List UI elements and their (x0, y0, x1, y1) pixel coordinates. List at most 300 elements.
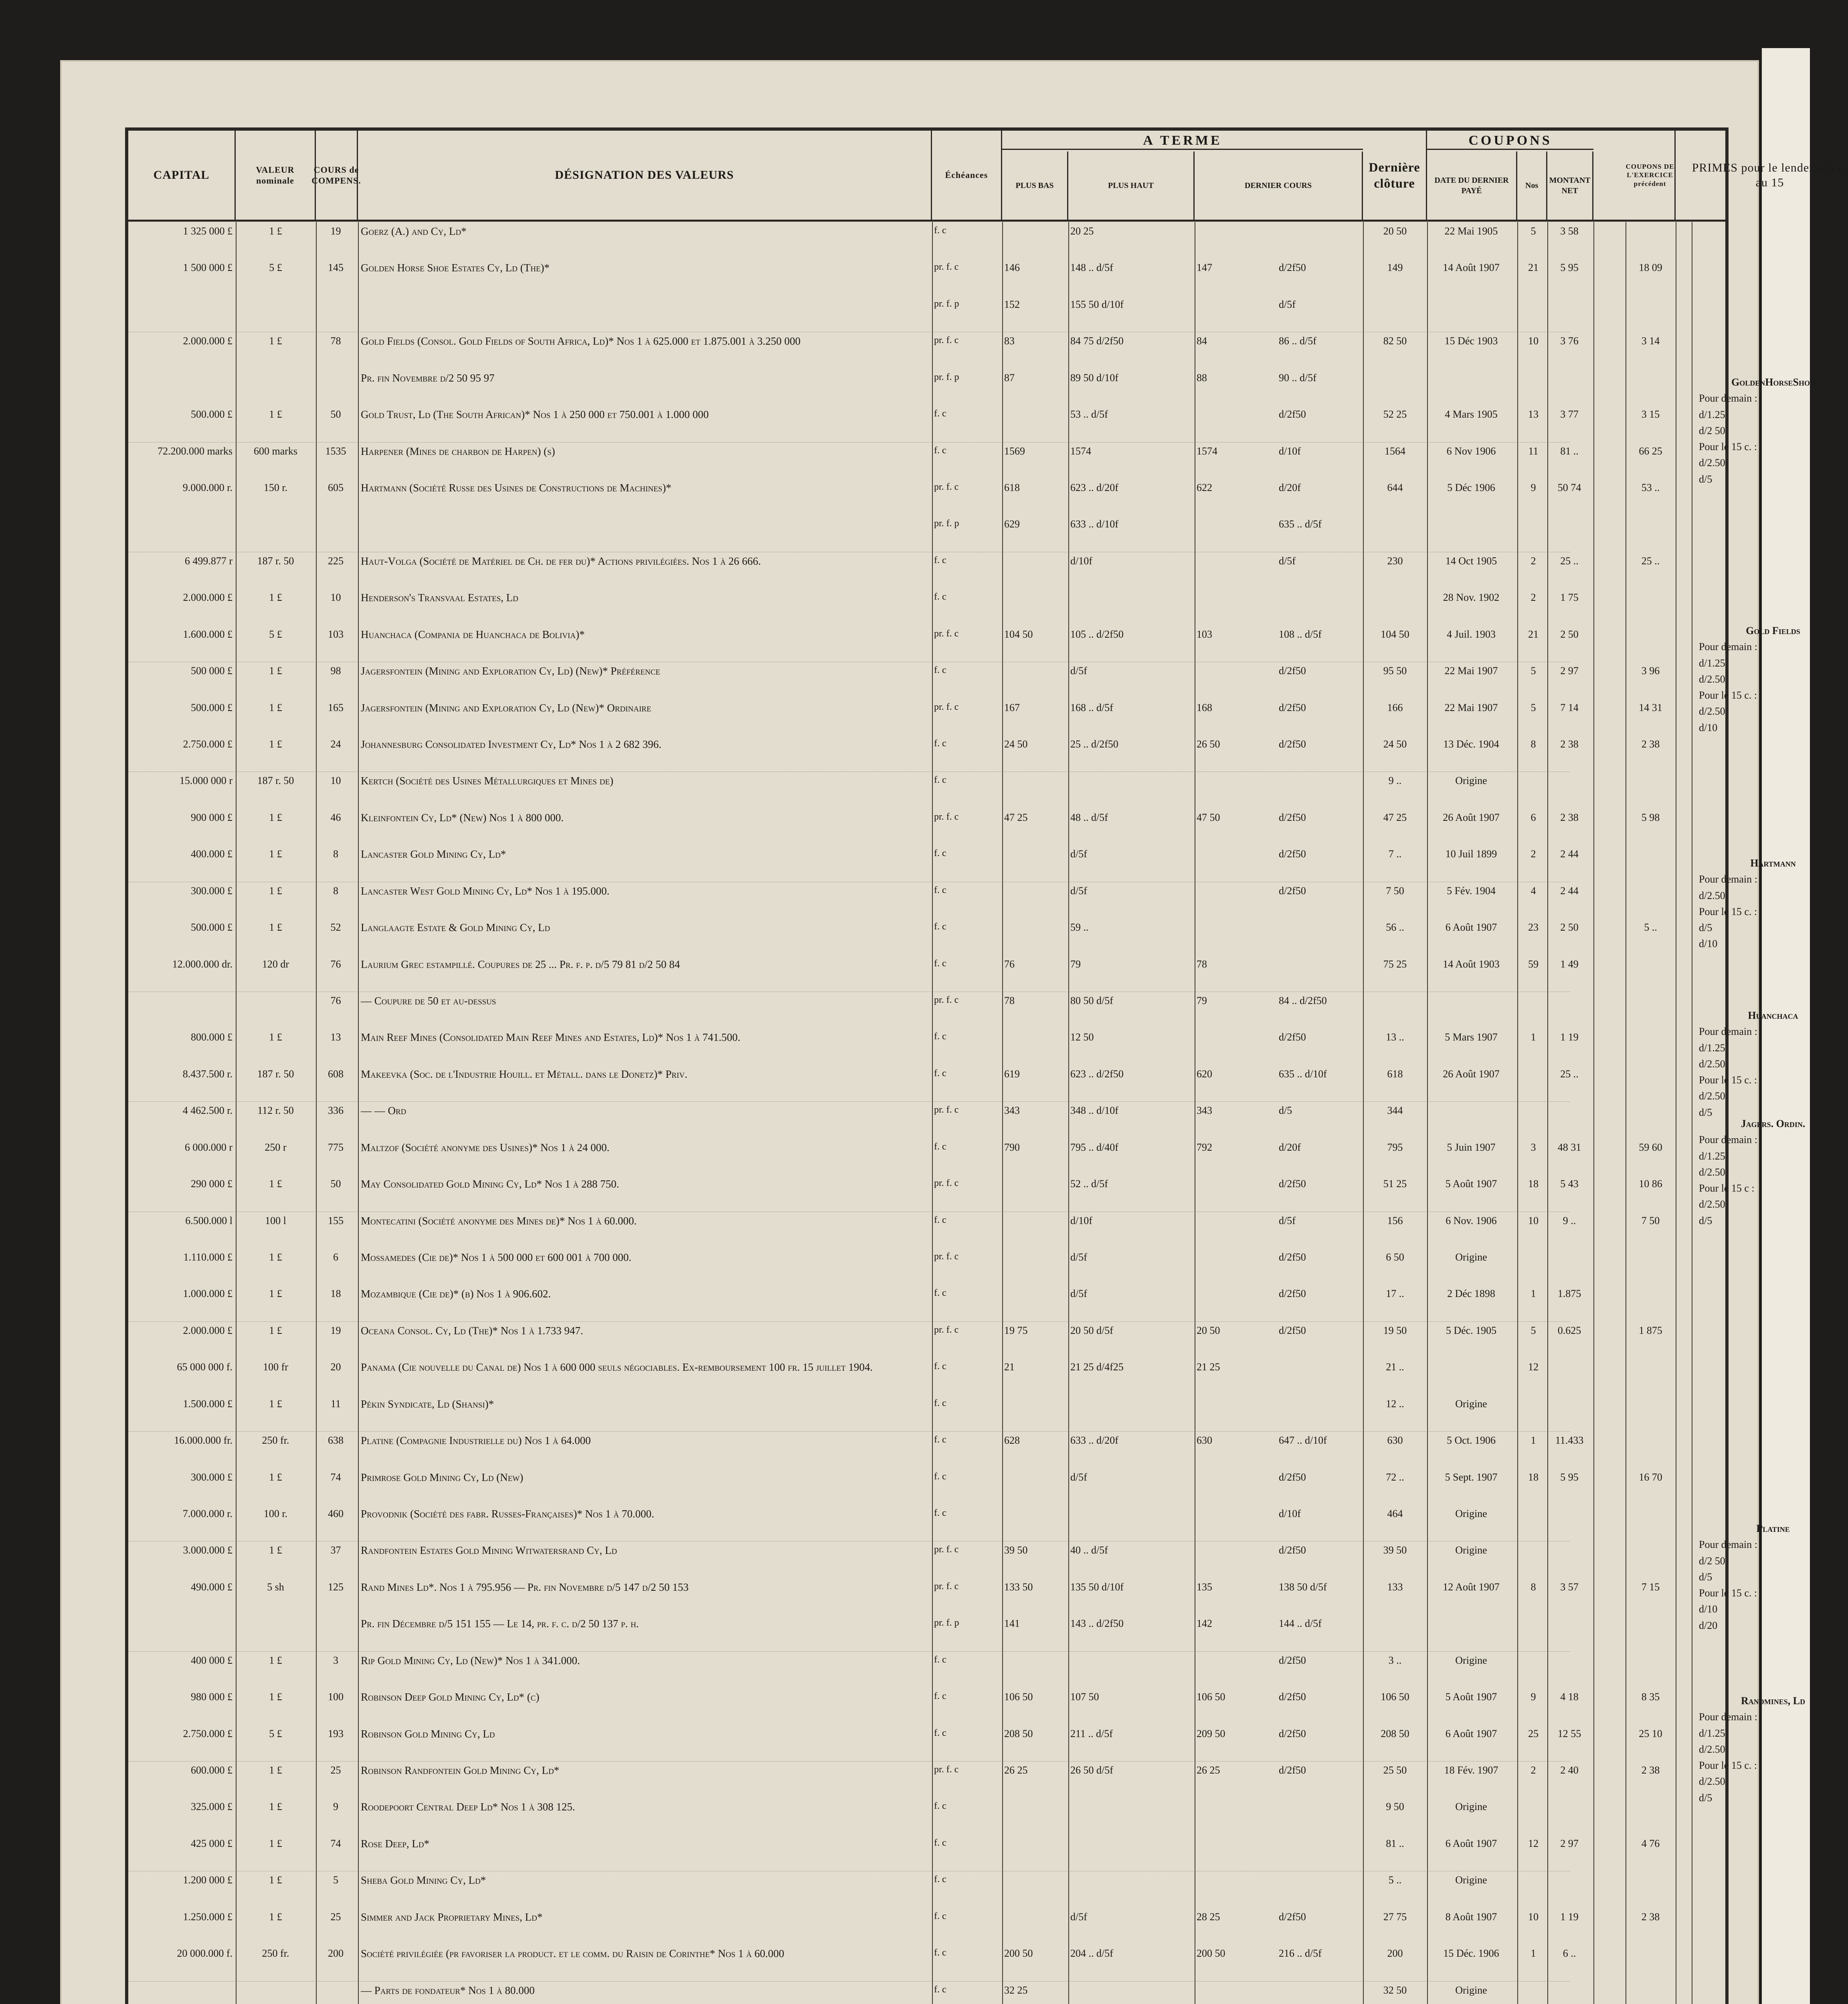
coupon-date-cell: 14 Août 1903 (1443, 958, 1500, 970)
montant-cell: 6 .. (1563, 1947, 1576, 1960)
plus-bas-cell: 47 25 (1004, 811, 1028, 823)
capital-cell: 1.600.000 £ (183, 628, 233, 640)
primes-section (1699, 1116, 1847, 1229)
table-row (128, 295, 1570, 332)
plus-haut-cell: 26 50 d/5f (1070, 1764, 1113, 1776)
valeur-cell: 1 £ (269, 665, 282, 677)
plus-haut-cell: 107 50 (1070, 1691, 1099, 1703)
echeance-cell: f. c (934, 958, 946, 969)
echeance-cell: f. c (934, 665, 946, 676)
coupon-date-cell: 5 Août 1907 (1445, 1691, 1497, 1703)
montant-cell: 3 77 (1560, 408, 1579, 420)
montant-cell: 3 57 (1560, 1581, 1579, 1593)
coupons-exercice-cell: 66 25 (1639, 445, 1662, 457)
designation-cell: Société privilégiée (pr favoriser la product. et le comm. du Raisin de Corinthe* Nos 1 à 60.000 (361, 1947, 784, 1960)
table-row (128, 1871, 1570, 1907)
coupon-date-cell: 14 Août 1907 (1443, 262, 1500, 274)
table-row (128, 259, 1662, 295)
cloture-cell: 81 .. (1386, 1837, 1404, 1849)
montant-cell: 50 74 (1557, 482, 1581, 493)
header-date-dernier-paye: DATE DU DERNIER PAYÉ (1427, 152, 1517, 220)
montant-cell: 25 .. (1560, 1068, 1579, 1080)
plus-haut-cell: 25 .. d/2f50 (1070, 738, 1118, 750)
col-rule (1593, 222, 1594, 2004)
echeance-cell: f. c (934, 1471, 946, 1482)
designation-cell: Provodnik (Société des fabr. Russes-Françaises)* Nos 1 à 70.000. (361, 1508, 654, 1520)
dernier-cours-cell: 343 (1197, 1105, 1212, 1117)
montant-cell: 4 18 (1560, 1691, 1579, 1703)
plus-bas-cell: 152 (1004, 298, 1020, 310)
echeance-cell: pr. f. c (934, 628, 959, 639)
cours-cell: 145 (328, 262, 344, 274)
dernier-cours-cell: 622 (1197, 482, 1212, 493)
capital-cell: 2.000.000 £ (183, 1324, 233, 1336)
table-row (128, 405, 1660, 442)
coupon-no-cell: 12 (1528, 1837, 1539, 1849)
cloture-cell: 82 50 (1383, 335, 1407, 347)
dernier-cours-cell: 147 (1197, 262, 1212, 274)
primes-line: d/10 (1699, 938, 1718, 950)
montant-cell: 1 19 (1560, 1031, 1579, 1043)
echeance-cell: pr. f. p (934, 1618, 959, 1628)
coupons-exercice-cell: 53 .. (1641, 482, 1660, 493)
table-row (128, 1248, 1570, 1285)
plus-bas-cell: 83 (1004, 335, 1015, 347)
echeance-cell: f. c (934, 1874, 946, 1885)
prime-cell: d/5f (1279, 298, 1296, 310)
echeance-cell: f. c (934, 1984, 946, 1995)
capital-cell: 290 000 £ (191, 1178, 233, 1190)
primes-line: d/5 (1699, 1792, 1713, 1804)
coupon-date-cell: 5 Fév. 1904 (1447, 885, 1496, 897)
cloture-cell: 208 50 (1381, 1727, 1409, 1739)
plus-bas-cell: 208 50 (1004, 1727, 1033, 1739)
coupon-date-cell: Origine (1455, 1544, 1487, 1556)
header-coupons: COUPONS (1427, 133, 1593, 150)
echeance-cell: f. c (934, 1214, 946, 1225)
header-echeances: Échéances (932, 131, 1002, 220)
capital-cell: 300.000 £ (191, 885, 233, 897)
designation-cell: Primrose Gold Mining Cy, Ld (New) (361, 1471, 524, 1483)
echeance-cell: pr. f. c (934, 1251, 959, 1262)
cloture-cell: 24 50 (1383, 738, 1407, 750)
montant-cell: 5 95 (1560, 262, 1579, 274)
table-row (128, 369, 1570, 405)
montant-cell: 3 76 (1560, 335, 1579, 347)
designation-cell: Harpener (Mines de charbon de Harpen) (s) (361, 445, 555, 457)
primes-line: d/1.25 (1699, 657, 1725, 669)
primes-line: d/10 (1699, 721, 1718, 733)
primes-line: d/5 (1699, 1214, 1713, 1226)
primes-section (1699, 1008, 1847, 1121)
capital-cell: 15.000 000 r (179, 775, 233, 787)
prime-cell: 84 .. d/2f50 (1279, 995, 1327, 1006)
designation-cell: — — Ord (361, 1105, 406, 1117)
plus-bas-cell: 146 (1004, 262, 1020, 274)
primes-line: d/2.50 (1699, 889, 1725, 901)
montant-cell: 2 97 (1560, 665, 1579, 677)
coupons-exercice-cell: 3 14 (1641, 335, 1660, 347)
primes-line: d/2.50 (1699, 1743, 1725, 1755)
coupon-no-cell: 13 (1528, 408, 1539, 420)
primes-line: d/2.50 (1699, 705, 1725, 717)
montant-cell: 1 49 (1560, 958, 1579, 970)
cloture-cell: 344 (1387, 1105, 1403, 1117)
table-row (128, 515, 1570, 552)
valeur-cell: 1 £ (269, 1398, 282, 1410)
primes-line: Pour demain : (1699, 1026, 1757, 1038)
valeur-cell: 112 r. 50 (257, 1105, 294, 1117)
echeance-cell: f. c (934, 408, 946, 419)
cours-cell: 165 (328, 701, 344, 713)
valeur-cell: 1 £ (269, 1691, 282, 1703)
table-row (128, 662, 1660, 698)
echeance-cell: f. c (934, 1398, 946, 1408)
table-row (128, 625, 1579, 662)
plus-haut-cell: 143 .. d/2f50 (1070, 1618, 1124, 1630)
coupon-no-cell: 1 (1531, 1947, 1536, 1960)
primes-line: d/5 (1699, 473, 1713, 485)
cours-cell: 225 (328, 555, 344, 567)
coupon-date-cell: Origine (1455, 775, 1487, 787)
plus-haut-cell: d/5f (1070, 885, 1087, 897)
cloture-cell: 9 50 (1386, 1801, 1404, 1813)
valeur-cell: 5 sh (267, 1581, 284, 1593)
plus-bas-cell: 19 75 (1004, 1324, 1028, 1336)
plus-bas-cell: 21 (1004, 1361, 1015, 1373)
coupon-date-cell: Origine (1455, 1398, 1487, 1410)
capital-cell: 600.000 £ (191, 1764, 233, 1776)
cloture-cell: 1564 (1385, 445, 1405, 457)
primes-line: Pour le 15 c. : (1699, 1074, 1757, 1086)
designation-cell: Kertch (Société des Usines Métallurgiques et Mines de) (361, 775, 614, 787)
capital-cell: 500.000 £ (191, 921, 233, 933)
echeance-cell: f. c (934, 1031, 946, 1042)
plus-haut-cell: 21 25 d/4f25 (1070, 1361, 1124, 1373)
designation-cell: Pr. fin Décembre d/5 151 155 — Le 14, pr. f. c. d/2 50 137 p. h. (361, 1618, 639, 1630)
header-primes: PRIMES pour le lendemain et au 15 (1692, 161, 1848, 189)
valeur-cell: 1 £ (269, 1764, 282, 1776)
designation-cell: Pékin Syndicate, Ld (Shansi)* (361, 1398, 494, 1410)
plus-haut-cell: 40 .. d/5f (1070, 1544, 1108, 1556)
primes-line: Pour le 15 c : (1699, 1182, 1755, 1194)
plus-haut-cell: 168 .. d/5f (1070, 701, 1113, 713)
designation-cell: Makeevka (Soc. de l'Industrie Houill. et Métall. dans le Donetz)* Priv. (361, 1068, 687, 1080)
coupon-date-cell: Origine (1455, 1654, 1487, 1666)
coupon-no-cell: 5 (1531, 665, 1536, 677)
primes-section (1699, 374, 1847, 487)
cloture-cell: 106 50 (1381, 1691, 1409, 1703)
prime-cell: d/2f50 (1279, 1654, 1306, 1666)
table-row (128, 1651, 1570, 1688)
primes-line: d/2.50 (1699, 1198, 1725, 1210)
designation-cell: May Consolidated Gold Mining Cy, Ld* Nos 1 à 288 750. (361, 1178, 619, 1190)
designation-cell: Maltzof (Société anonyme des Usines)* Nos 1 à 24 000. (361, 1141, 610, 1154)
cours-cell: 50 (330, 408, 341, 420)
primes-line: d/2.50 (1699, 673, 1725, 685)
coupon-date-cell: 10 Juil 1899 (1445, 848, 1497, 860)
dernier-cours-cell: 20 50 (1197, 1324, 1220, 1336)
plus-bas-cell: 167 (1004, 701, 1020, 713)
primes-section-title: Jagers. Ordin. (1741, 1118, 1806, 1129)
cours-cell: 46 (330, 811, 341, 823)
table-row (128, 1614, 1570, 1651)
cours-cell: 11 (330, 1398, 341, 1410)
table-row (128, 588, 1579, 625)
primes-column (1695, 222, 1847, 2004)
table-row (128, 1761, 1660, 1798)
echeance-cell: f. c (934, 921, 946, 932)
prime-cell: d/5f (1279, 1214, 1296, 1226)
valeur-cell: 1 £ (269, 408, 282, 420)
designation-cell: Langlaagte Estate & Gold Mining Cy, Ld (361, 921, 550, 934)
capital-cell: 800.000 £ (191, 1031, 233, 1043)
cours-cell: 155 (328, 1214, 344, 1226)
cloture-cell: 6 50 (1386, 1251, 1404, 1263)
capital-cell: 900 000 £ (191, 811, 233, 823)
echeance-cell: f. c (934, 225, 946, 236)
table-row (128, 1725, 1662, 1762)
capital-cell: 65 000 000 f. (177, 1361, 233, 1373)
echeance-cell: pr. f. c (934, 995, 959, 1005)
coupon-no-cell: 5 (1531, 225, 1536, 237)
designation-cell: Johannesburg Consolidated Investment Cy, Ld* Nos 1 à 2 682 396. (361, 738, 662, 750)
echeance-cell: pr. f. c (934, 1178, 959, 1189)
designation-cell: Pr. fin Novembre d/2 50 95 97 (361, 372, 495, 384)
coupon-no-cell: 9 (1531, 1691, 1536, 1703)
coupons-exercice-cell: 7 50 (1641, 1214, 1660, 1226)
primes-line: d/2.50 (1699, 457, 1725, 469)
cours-cell: 13 (330, 1031, 341, 1043)
capital-cell: 8.437.500 r. (182, 1068, 233, 1080)
echeance-cell: f. c (934, 1691, 946, 1702)
coupons-exercice-cell: 18 09 (1639, 262, 1662, 274)
echeance-cell: f. c (934, 1068, 946, 1079)
primes-section-title: Platine (1756, 1523, 1790, 1534)
echeance-cell: pr. f. p (934, 298, 959, 309)
prime-cell: d/2f50 (1279, 1251, 1306, 1263)
coupon-date-cell: 28 Nov. 1902 (1443, 592, 1500, 604)
plus-haut-cell: 348 .. d/10f (1070, 1105, 1118, 1117)
prime-cell: d/5 (1279, 1105, 1292, 1117)
designation-cell: Jagersfontein (Mining and Exploration Cy, Ld) (New)* Préférence (361, 665, 661, 677)
plus-haut-cell: d/5f (1070, 1288, 1087, 1300)
cours-cell: 19 (330, 1324, 341, 1336)
prime-cell: d/2f50 (1279, 1324, 1306, 1336)
plus-bas-cell: 76 (1004, 958, 1015, 970)
capital-cell: 2.750.000 £ (183, 1727, 233, 1739)
valeur-cell: 187 r. 50 (257, 775, 294, 787)
coupon-date-cell: 6 Août 1907 (1445, 1727, 1497, 1739)
coupon-no-cell: 5 (1531, 1324, 1536, 1336)
echeance-cell: f. c (934, 1837, 946, 1848)
coupon-no-cell: 2 (1531, 848, 1536, 860)
capital-cell: 490.000 £ (191, 1581, 233, 1593)
cloture-cell: 95 50 (1383, 665, 1407, 677)
cours-cell: 10 (330, 775, 341, 787)
prime-cell: d/2f50 (1279, 1911, 1306, 1923)
prime-cell: d/2f50 (1279, 848, 1306, 860)
cloture-cell: 56 .. (1386, 921, 1404, 933)
primes-line: d/2.50 (1699, 1090, 1725, 1102)
plus-haut-cell: 105 .. d/2f50 (1070, 628, 1124, 640)
montant-cell: 11.433 (1555, 1434, 1584, 1446)
prime-cell: 647 .. d/10f (1279, 1434, 1327, 1446)
dernier-cours-cell: 200 50 (1197, 1947, 1225, 1960)
cloture-cell: 32 50 (1383, 1984, 1407, 1996)
capital-cell: 1.000.000 £ (183, 1288, 233, 1300)
coupon-no-cell: 6 (1531, 811, 1536, 823)
coupon-no-cell: 18 (1528, 1471, 1539, 1483)
dernier-cours-cell: 106 50 (1197, 1691, 1225, 1703)
designation-cell: Sheba Gold Mining Cy, Ld* (361, 1874, 486, 1887)
cloture-cell: 7 .. (1388, 848, 1402, 860)
plus-haut-cell: 211 .. d/5f (1070, 1727, 1113, 1739)
cours-cell: 460 (328, 1508, 344, 1519)
designation-cell: — Coupure de 50 et au-dessus (361, 995, 496, 1007)
montant-cell: 5 95 (1560, 1471, 1579, 1483)
echeance-cell: f. c (934, 1288, 946, 1299)
cours-cell: 638 (328, 1434, 344, 1446)
montant-cell: 12 55 (1557, 1727, 1581, 1739)
valeur-cell: 1 £ (269, 1654, 282, 1666)
coupons-exercice-cell: 25 10 (1639, 1727, 1662, 1739)
cours-cell: 193 (328, 1727, 344, 1739)
capital-cell: 2.000.000 £ (183, 592, 233, 604)
primes-line: d/1.25 (1699, 408, 1725, 420)
primes-section (1699, 1693, 1847, 1806)
cours-cell: 103 (328, 628, 344, 640)
designation-cell: Roodepoort Central Deep Ld* Nos 1 à 308 125. (361, 1801, 575, 1813)
coupons-exercice-cell: 3 96 (1641, 665, 1660, 677)
montant-cell: 9 .. (1563, 1214, 1576, 1226)
primes-line: Pour le 15 c. : (1699, 905, 1757, 917)
montant-cell: 0.625 (1557, 1324, 1581, 1336)
primes-section (1699, 855, 1847, 952)
coupons-exercice-cell: 16 70 (1639, 1471, 1662, 1483)
cloture-cell: 13 .. (1386, 1031, 1404, 1043)
designation-cell: Goerz (A.) and Cy, Ld* (361, 225, 467, 237)
primes-section (1699, 1521, 1847, 1634)
plus-haut-cell: 48 .. d/5f (1070, 811, 1108, 823)
plus-haut-cell: 1574 (1070, 445, 1091, 457)
cloture-cell: 25 50 (1383, 1764, 1407, 1776)
echeance-cell: f. c (934, 555, 946, 566)
header-dernier-cours: DERNIER COURS (1195, 152, 1363, 220)
montant-cell: 2 40 (1560, 1764, 1579, 1776)
prime-cell: d/5f (1279, 555, 1296, 567)
table-row (128, 222, 1579, 259)
cours-cell: 78 (330, 335, 341, 347)
cours-cell: 608 (328, 1068, 344, 1080)
coupons-exercice-cell: 5 .. (1644, 921, 1657, 933)
cours-cell: 1535 (325, 445, 346, 457)
dernier-cours-cell: 630 (1197, 1434, 1212, 1446)
plus-haut-cell: 155 50 d/10f (1070, 298, 1124, 310)
valeur-cell: 1 £ (269, 1544, 282, 1556)
coupon-date-cell: 4 Mars 1905 (1445, 408, 1498, 420)
montant-cell: 1.875 (1557, 1288, 1581, 1300)
prime-cell: d/2f50 (1279, 1691, 1306, 1703)
plus-bas-cell: 106 50 (1004, 1691, 1033, 1703)
plus-bas-cell: 26 25 (1004, 1764, 1028, 1776)
plus-bas-cell: 78 (1004, 995, 1015, 1006)
valeur-cell: 1 £ (269, 885, 282, 897)
cloture-cell: 464 (1387, 1508, 1403, 1519)
coupon-date-cell: 5 Août 1907 (1445, 1178, 1497, 1190)
primes-line: Pour demain : (1699, 392, 1757, 404)
table-row (128, 1468, 1662, 1505)
coupon-date-cell: 5 Déc. 1905 (1446, 1324, 1497, 1336)
plus-haut-cell: 633 .. d/10f (1070, 518, 1118, 530)
coupon-date-cell: 13 Déc. 1904 (1443, 738, 1499, 750)
coupon-date-cell: 15 Déc. 1906 (1443, 1947, 1499, 1960)
plus-haut-cell: 53 .. d/5f (1070, 408, 1108, 420)
cours-cell: 25 (330, 1764, 341, 1776)
plus-bas-cell: 32 25 (1004, 1984, 1028, 1996)
valeur-cell: 600 marks (253, 445, 298, 457)
cours-cell: 25 (330, 1911, 341, 1923)
stock-table (125, 127, 1848, 2004)
montant-cell: 3 58 (1560, 225, 1579, 237)
echeance-cell: f. c (934, 1727, 946, 1738)
capital-cell: 1.250.000 £ (183, 1911, 233, 1923)
cloture-cell: 72 .. (1386, 1471, 1404, 1483)
coupon-no-cell: 23 (1528, 921, 1539, 933)
plus-bas-cell: 343 (1004, 1105, 1020, 1117)
prime-cell: 144 .. d/5f (1279, 1618, 1322, 1630)
header-plus-bas: PLUS BAS (1002, 152, 1068, 220)
coupon-no-cell: 2 (1531, 555, 1536, 567)
cloture-cell: 133 (1387, 1581, 1403, 1593)
header-coupons-exercice: COUPONS DE L'EXERCICE précédent (1626, 131, 1676, 220)
prime-cell: d/2f50 (1279, 665, 1306, 677)
echeance-cell: f. c (934, 445, 946, 456)
dernier-cours-cell: 209 50 (1197, 1727, 1225, 1739)
prime-cell: 86 .. d/5f (1279, 335, 1316, 347)
table-row (128, 1981, 1570, 2004)
plus-bas-cell: 619 (1004, 1068, 1020, 1080)
echeance-cell: f. c (934, 1434, 946, 1445)
coupon-no-cell: 21 (1528, 262, 1539, 274)
cloture-cell: 52 25 (1383, 408, 1407, 420)
table-row (128, 332, 1660, 368)
table-row (128, 479, 1660, 515)
cloture-cell: 618 (1387, 1068, 1403, 1080)
plus-haut-cell: d/5f (1070, 1471, 1087, 1483)
coupon-date-cell: 26 Août 1907 (1443, 811, 1500, 823)
cloture-cell: 156 (1387, 1214, 1403, 1226)
primes-line: d/2.50 (1699, 1776, 1725, 1788)
plus-haut-cell: 135 50 d/10f (1070, 1581, 1124, 1593)
table-row (128, 1358, 1570, 1394)
table-row (128, 1285, 1581, 1321)
valeur-cell: 1 £ (269, 921, 282, 933)
coupon-no-cell: 10 (1528, 335, 1539, 347)
cours-cell: 24 (330, 738, 341, 750)
capital-cell: 400.000 £ (191, 848, 233, 860)
echeance-cell: f. c (934, 1654, 946, 1665)
plus-bas-cell: 790 (1004, 1141, 1020, 1153)
plus-haut-cell: 795 .. d/40f (1070, 1141, 1118, 1153)
valeur-cell: 250 fr. (262, 1947, 289, 1960)
coupon-date-cell: 4 Juil. 1903 (1446, 628, 1496, 640)
valeur-cell: 1 £ (269, 738, 282, 750)
coupon-date-cell: Origine (1455, 1874, 1487, 1886)
primes-line: d/5 (1699, 1106, 1713, 1118)
plus-bas-cell: 628 (1004, 1434, 1020, 1446)
cours-cell: 9 (333, 1801, 338, 1813)
